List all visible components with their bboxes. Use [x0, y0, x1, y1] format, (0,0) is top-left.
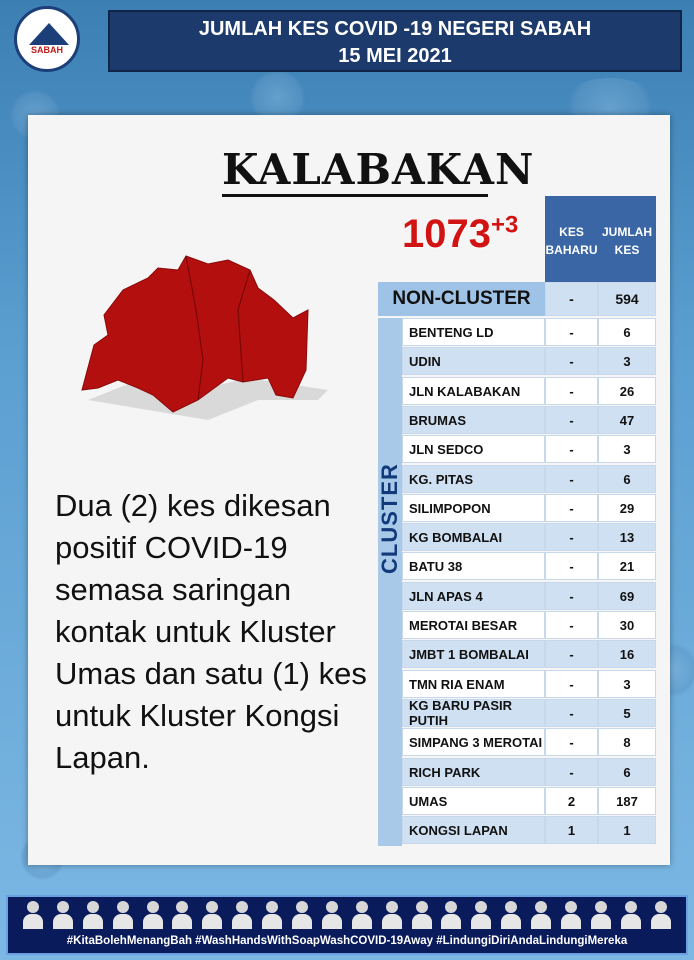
title-banner	[108, 10, 682, 72]
table-cell-name: KG BARU PASIR PUTIH	[402, 699, 545, 727]
table-cell-new: -	[545, 465, 598, 493]
person-icon	[620, 901, 642, 929]
table-cell-name: BATU 38	[402, 552, 545, 580]
table-cell-total: 29	[598, 494, 656, 522]
table-cell-name: BENTENG LD	[402, 318, 545, 346]
table-cell-name: TMN RIA ENAM	[402, 670, 545, 698]
person-icon	[142, 901, 164, 929]
person-icon	[560, 901, 582, 929]
table-cell-new: -	[545, 406, 598, 434]
title-line-1: JUMLAH KES COVID -19 NEGERI SABAH	[198, 18, 592, 40]
person-icon	[440, 901, 462, 929]
table-cell-total: 26	[598, 377, 656, 405]
table-cell-new: -	[545, 670, 598, 698]
person-icon	[231, 901, 253, 929]
table-cell-name: JMBT 1 BOMBALAI	[402, 640, 545, 668]
person-icon	[201, 901, 223, 929]
table-cell-new: -	[545, 728, 598, 756]
table-cell-total: 21	[598, 552, 656, 580]
cluster-label	[377, 526, 403, 574]
table-cell-total: 1	[598, 816, 656, 844]
table-cell-new: -	[545, 582, 598, 610]
title-line-2: 15 MEI 2021	[338, 45, 452, 67]
table-cell-total: 3	[598, 670, 656, 698]
table-cell-total: 6	[598, 318, 656, 346]
logo-text: SABAH	[30, 45, 63, 55]
table-cell-name: JLN APAS 4	[402, 582, 545, 610]
table-cell-new: -	[545, 377, 598, 405]
noncluster-label: NON-CLUSTER	[378, 282, 545, 316]
table-cell-name: UDIN	[402, 347, 545, 375]
footer-hashtags: #KitaBolehMenangBah #WashHandsWithSoapWashCOVID-19Away #LindungiDiriAndaLindungiMereka	[66, 935, 628, 947]
table-cell-total: 8	[598, 728, 656, 756]
header-total-cases: JUMLAH KES	[598, 196, 656, 286]
district-title: KALABAKAN	[222, 148, 488, 197]
table-cell-total: 6	[598, 758, 656, 786]
table-cell-new: -	[545, 523, 598, 551]
frontliner-figures	[22, 901, 672, 931]
table-cell-new: -	[545, 552, 598, 580]
noncluster-new: -	[545, 282, 598, 316]
table-cell-total: 69	[598, 582, 656, 610]
table-cell-total: 187	[598, 787, 656, 815]
table-cell-new: -	[545, 699, 598, 727]
person-icon	[112, 901, 134, 929]
person-icon	[171, 901, 193, 929]
table-cell-total: 3	[598, 435, 656, 463]
person-icon	[530, 901, 552, 929]
table-cell-name: SILIMPOPON	[402, 494, 545, 522]
table-cell-new: 2	[545, 787, 598, 815]
table-cell-name: KG BOMBALAI	[402, 523, 545, 551]
table-cell-name: SIMPANG 3 MEROTAI	[402, 728, 545, 756]
footer-banner	[6, 895, 688, 955]
table-cell-new: -	[545, 640, 598, 668]
person-icon	[470, 901, 492, 929]
person-icon	[261, 901, 283, 929]
table-cell-name: JLN SEDCO	[402, 435, 545, 463]
table-cell-new: -	[545, 494, 598, 522]
person-icon	[590, 901, 612, 929]
table-cell-name: JLN KALABAKAN	[402, 377, 545, 405]
table-cell-name: KG. PITAS	[402, 465, 545, 493]
person-icon	[52, 901, 74, 929]
person-icon	[321, 901, 343, 929]
table-cell-total: 13	[598, 523, 656, 551]
table-cell-name: MEROTAI BESAR	[402, 611, 545, 639]
table-cell-total: 47	[598, 406, 656, 434]
cluster-column	[378, 318, 402, 846]
person-icon	[381, 901, 403, 929]
district-map	[78, 250, 328, 420]
table-cell-total: 6	[598, 465, 656, 493]
person-icon	[650, 901, 672, 929]
table-cell-name: UMAS	[402, 787, 545, 815]
table-cell-total: 16	[598, 640, 656, 668]
total-value: 1073	[402, 212, 491, 256]
kalabakan-shape	[82, 256, 308, 412]
sabah-logo	[14, 6, 80, 72]
table-cell-name: RICH PARK	[402, 758, 545, 786]
person-icon	[291, 901, 313, 929]
table-cell-new: -	[545, 347, 598, 375]
total-cases	[402, 212, 518, 257]
table-cell-total: 5	[598, 699, 656, 727]
table-cell-new: 1	[545, 816, 598, 844]
table-cell-new: -	[545, 611, 598, 639]
header-new-cases: KES BAHARU	[545, 196, 598, 286]
person-icon	[22, 901, 44, 929]
person-icon	[500, 901, 522, 929]
noncluster-total: 594	[598, 282, 656, 316]
table-cell-new: -	[545, 435, 598, 463]
person-icon	[82, 901, 104, 929]
total-new: +3	[490, 211, 519, 239]
person-icon	[351, 901, 373, 929]
statement-text: Dua (2) kes dikesan positif COVID-19 semasa saringan kontak untuk Kluster Umas dan satu (1) kes untuk Kluster Kongsi Lapan.	[55, 488, 367, 775]
table-cell-total: 30	[598, 611, 656, 639]
mountain-icon	[29, 23, 69, 45]
person-icon	[411, 901, 433, 929]
table-cell-new: -	[545, 758, 598, 786]
table-cell-total: 3	[598, 347, 656, 375]
table-cell-name: BRUMAS	[402, 406, 545, 434]
table-cell-new: -	[545, 318, 598, 346]
table-cell-name: KONGSI LAPAN	[402, 816, 545, 844]
